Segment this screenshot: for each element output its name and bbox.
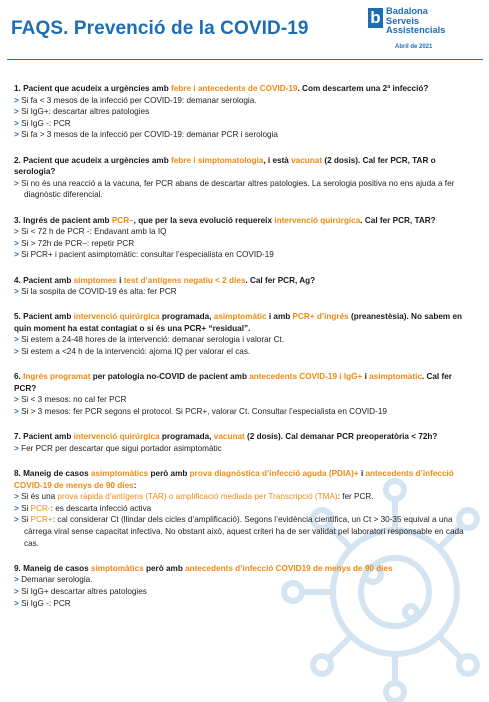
logo-line: Serveis	[386, 15, 420, 26]
text: : fer PCR.	[337, 492, 374, 502]
arrow-icon: >	[14, 287, 22, 297]
arrow-icon: >	[14, 492, 22, 502]
text: Si IgG -: PCR	[21, 598, 71, 608]
highlight-text: antecedents d’infecció COVID19 de menys de 90 dies	[185, 563, 393, 573]
text: Si < 72 h de PCR -: Endavant amb la IQ	[21, 227, 167, 237]
text: Si IgG -: PCR	[21, 118, 71, 128]
arrow-icon: >	[14, 598, 22, 608]
arrow-icon: >	[14, 238, 22, 248]
text: Si	[21, 503, 31, 513]
faq-list	[14, 83, 476, 623]
text: , que per la seva evolució requereix	[133, 215, 275, 225]
faq-item	[14, 563, 476, 609]
arrow-icon: >	[14, 347, 22, 357]
text: (2 dosis). Cal demanar PCR preoperatòria < 72h?	[244, 432, 438, 442]
text: 9. Maneig de casos	[14, 563, 91, 573]
highlight-text: Ingrés programat	[23, 372, 91, 382]
arrow-icon: >	[14, 250, 22, 260]
text: i	[362, 372, 370, 382]
arrow-icon: >	[14, 227, 22, 237]
text: i amb	[266, 312, 293, 322]
text: Si IgG+ descartar altres patologies	[21, 586, 147, 596]
highlight-text: test d’antígens negatiu < 2 dies	[123, 275, 246, 285]
text: per patologia no-COVID de pacient amb	[90, 372, 250, 382]
arrow-icon: >	[14, 335, 22, 345]
faq-question	[14, 468, 476, 491]
text: 4. Pacient amb	[14, 275, 74, 285]
faq-answer-line	[14, 106, 476, 118]
faq-answer-line	[14, 514, 476, 549]
faq-answer-line	[14, 491, 476, 503]
logo-mark: b	[368, 8, 383, 28]
faq-item	[14, 155, 476, 201]
arrow-icon: >	[14, 515, 22, 525]
publication-date: Abril de 2021	[395, 44, 433, 50]
arrow-icon: >	[14, 407, 22, 417]
faq-answer-line	[14, 238, 476, 250]
arrow-icon: >	[14, 107, 22, 117]
highlight-text: intervenció quirúrgica	[274, 215, 361, 225]
highlight-text: febre i antecedents de COVID-19	[171, 84, 298, 93]
text: Si estem a <24 h de la intervenció: ajorna IQ per valorar el cas.	[21, 347, 251, 357]
text: però amb	[148, 469, 190, 478]
highlight-text: asimptomàtic	[213, 312, 267, 322]
faq-answer-line	[14, 118, 476, 130]
logo-line: Assistencials	[386, 25, 446, 35]
text: 1. Pacient que acudeix a urgències amb	[14, 84, 171, 93]
faq-question	[14, 83, 476, 95]
text: . Cal fer PCR, TAR?	[360, 215, 436, 225]
faq-question	[14, 155, 476, 178]
text: Si > 3 mesos: fer PCR segons el protocol. Si PCR+, valorar Ct. Consultar l’especialista en COVID-19	[21, 407, 387, 417]
text: Si fa > 3 mesos de la infecció per COVID-19: demanar PCR i serologia	[21, 130, 278, 140]
faq-question	[14, 215, 476, 227]
faq-answer-line	[14, 334, 476, 346]
faq-answer-line	[14, 586, 476, 598]
logo-text	[386, 7, 445, 36]
faq-answer-line	[14, 443, 476, 455]
faq-item	[14, 371, 476, 417]
faq-question	[14, 563, 476, 575]
highlight-text: PCR-	[30, 503, 51, 513]
text: : cal considerar Ct (llindar dels cicles d’amplificació). Segons l’evidència científica, un Ct > 30-35 equival a una càrrega viral sense capacitat infectiva. No obstant això, aquest criteri ha de ser validat pel laboratori responsable en cada cas.	[24, 515, 464, 548]
highlight-text: intervenció quirúrgica	[73, 312, 160, 322]
highlight-text: PCR+	[30, 515, 53, 525]
arrow-icon: >	[14, 178, 22, 188]
text: Si < 3 mesos: no cal fer PCR	[21, 395, 127, 405]
faq-answer-line	[14, 406, 476, 418]
arrow-icon: >	[14, 95, 22, 105]
faq-answer-line	[14, 598, 476, 610]
highlight-text: simptomàtics	[90, 563, 144, 573]
faq-answer-line	[14, 574, 476, 586]
arrow-icon: >	[14, 395, 22, 405]
text: Demanar serologia.	[21, 575, 93, 585]
text: (preanestèsia). No sabem en quin moment ha estat contagiat o si és una PCR+ “residual”.	[14, 312, 463, 333]
text: 7. Pacient amb	[14, 432, 74, 442]
text: . Cal fer PCR?	[14, 372, 452, 393]
text: programada,	[159, 432, 214, 442]
faq-item	[14, 468, 476, 549]
text: (2 dosis). Cal fer PCR, TAR o serologia?	[14, 155, 436, 177]
text: , i està	[263, 155, 292, 165]
text: Si la sospita de COVID-19 és alta: fer PCR	[21, 287, 177, 297]
text: 8. Maneig de casos	[14, 469, 91, 478]
arrow-icon: >	[14, 503, 22, 513]
faq-answer-line	[14, 226, 476, 238]
faq-answer-line	[14, 346, 476, 358]
logo-line: Badalona	[386, 6, 428, 16]
text: Si estem a 24-48 hores de la intervenció: demanar serologia i valorar Ct.	[21, 335, 285, 345]
faq-answer-line	[14, 95, 476, 107]
faq-item	[14, 431, 476, 454]
text: : es descarta infecció activa	[50, 503, 152, 513]
text: Si PCR+ i pacient asimptomàtic: consultar l’especialista en COVID-19	[21, 250, 274, 260]
text: Si no és una reacció a la vacuna, fer PCR abans de descartar altres patologies. La serologia positiva no ens ajuda a fer diagnòstic diferencial.	[21, 178, 455, 200]
faq-question	[14, 311, 476, 334]
text: però amb	[143, 563, 186, 573]
text: Si > 72h de PCR–: repetir PCR	[21, 238, 135, 248]
arrow-icon: >	[14, 586, 22, 596]
header	[0, 0, 489, 56]
text: Si	[21, 515, 31, 525]
highlight-text: antecedents COVID-19 i IgG+	[249, 372, 363, 382]
text: Fer PCR per descartar que sigui portador asimptomàtic	[21, 443, 222, 453]
faq-item	[14, 275, 476, 298]
text: Si IgG+: descartar altres patologies	[21, 107, 150, 117]
highlight-text: vacunat	[213, 432, 245, 442]
text: :	[133, 480, 137, 490]
faq-answer-line	[14, 178, 476, 201]
faq-answer-line	[14, 129, 476, 141]
faq-answer-line	[14, 394, 476, 406]
text: 5. Pacient amb	[14, 312, 74, 322]
page-title: FAQS. Prevenció de la COVID-19	[11, 18, 309, 39]
highlight-text: asimptomàtic	[369, 372, 422, 382]
faq-answer-line	[14, 249, 476, 261]
highlight-text: prova diagnòstica d’infecció aguda (PDIA)+	[189, 469, 359, 478]
text: programada,	[159, 312, 214, 322]
text: 6.	[14, 372, 24, 382]
faq-answer-line	[14, 286, 476, 298]
highlight-text: PCR+ d’ingrés	[292, 312, 349, 322]
faq-item	[14, 311, 476, 357]
text: i	[358, 469, 366, 478]
text: . Com descartem una 2ª infecció?	[297, 84, 429, 93]
text: i	[116, 275, 124, 285]
arrow-icon: >	[14, 130, 22, 140]
highlight-text: prova ràpida d’antígens (TAR) o amplificació mediada per Transcripció (TMA)	[57, 492, 338, 502]
highlight-text: asimptomàtics	[90, 469, 149, 478]
arrow-icon: >	[14, 575, 22, 585]
faq-item	[14, 83, 476, 141]
highlight-text: intervenció quirúrgica	[73, 432, 160, 442]
highlight-text: vacunat	[291, 155, 323, 165]
faq-answer-line	[14, 503, 476, 515]
faq-question	[14, 371, 476, 394]
arrow-icon: >	[14, 443, 22, 453]
header-divider	[7, 59, 483, 60]
text: 2. Pacient que acudeix a urgències amb	[14, 155, 171, 165]
highlight-text: PCR–	[111, 215, 134, 225]
text: Si és una	[21, 492, 58, 502]
faq-question	[14, 275, 476, 287]
arrow-icon: >	[14, 118, 22, 128]
highlight-text: símptomes	[73, 275, 117, 285]
text: 3. Ingrés de pacient amb	[14, 215, 112, 225]
faq-item	[14, 215, 476, 261]
highlight-text: febre i simptomatologia	[171, 155, 264, 165]
faq-question	[14, 431, 476, 443]
highlight-text: antecedents d’infecció COVID-19 de menys de 90 dies	[14, 469, 454, 490]
text: Si fa < 3 mesos de la infecció per COVID-19: demanar serologia.	[21, 95, 257, 105]
text: . Cal fer PCR, Ag?	[245, 275, 316, 285]
